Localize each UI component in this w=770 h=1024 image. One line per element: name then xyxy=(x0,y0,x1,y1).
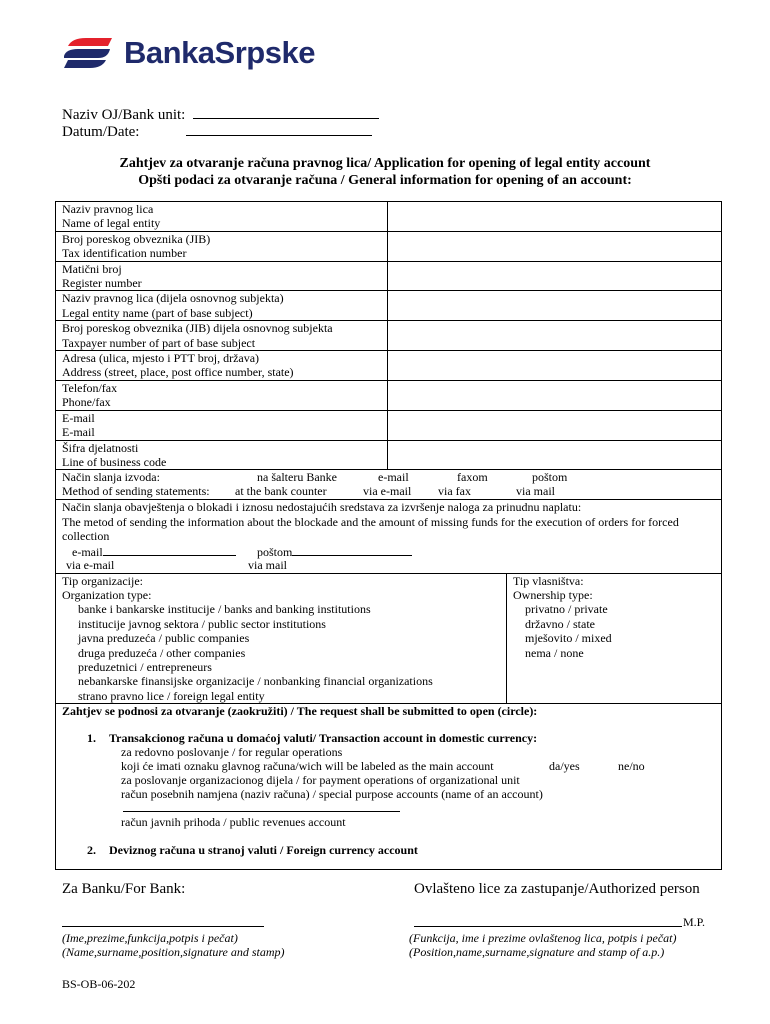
field-label-sr: E-mail xyxy=(62,410,95,425)
org-type-option[interactable]: banke i bankarske institucije / banks and banking institutions xyxy=(78,602,371,617)
field-row xyxy=(56,202,722,232)
field-label-en: Address (street, place, post office number, state) xyxy=(62,365,294,380)
request-heading: Zahtjev se podnosi za otvaranje (zaokružiti) / The request shall be submitted to open (circle): xyxy=(62,704,538,719)
field-value-input[interactable] xyxy=(388,440,722,470)
org-type-option[interactable]: institucije javnog sektora / public sector institutions xyxy=(78,616,326,631)
field-label-sr: Šifra djelatnosti xyxy=(62,440,139,455)
org-type-label-sr: Tip organizacije: xyxy=(62,573,143,588)
field-label-sr: Naziv pravnog lica (dijela osnovnog subjekta) xyxy=(62,291,284,306)
for-bank-label: Za Banku/For Bank: xyxy=(62,881,186,897)
org-type-option[interactable]: preduzetnici / entrepreneurs xyxy=(78,659,212,674)
account-form-table xyxy=(55,201,722,870)
field-label-sr: Broj poreskog obveznika (JIB) dijela osnovnog subjekta xyxy=(62,321,333,336)
authorized-signature-line[interactable] xyxy=(414,926,682,927)
logo-mark-icon xyxy=(62,36,114,70)
request-item1-public-revenue[interactable]: račun javnih prihoda / public revenues account xyxy=(121,814,346,829)
field-label-cell xyxy=(56,261,388,291)
field-label-en: Phone/fax xyxy=(62,395,111,410)
notification-opt-mail-en[interactable]: via mail xyxy=(248,557,287,572)
field-value-input[interactable] xyxy=(388,380,722,410)
field-label-cell xyxy=(56,291,388,321)
statement-opt-mail-sr[interactable]: poštom xyxy=(532,470,568,485)
notification-text-sr: Način slanja obavještenja o blokadi i iznosu nedostajućih sredstava za izvršenje naloga za prinudnu naplatu: xyxy=(62,500,582,515)
statement-method-row xyxy=(56,470,722,500)
field-label-cell xyxy=(56,380,388,410)
statement-opt-fax-sr[interactable]: faxom xyxy=(457,470,488,485)
field-row xyxy=(56,321,722,351)
field-label-sr: Telefon/fax xyxy=(62,380,118,395)
statement-opt-counter-sr[interactable]: na šalteru Banke xyxy=(257,470,337,485)
bank-logo xyxy=(62,35,315,71)
field-row xyxy=(56,231,722,261)
request-item1-number: 1. xyxy=(87,730,96,745)
notification-opt-email-en[interactable]: via e-mail xyxy=(66,557,115,572)
request-item2-number: 2. xyxy=(87,842,96,857)
ownership-option[interactable]: nema / none xyxy=(525,645,584,660)
logo-wordmark: BankaSrpske xyxy=(124,35,315,70)
field-label-en: Legal entity name (part of base subject) xyxy=(62,305,253,320)
field-row xyxy=(56,351,722,381)
main-account-yes[interactable]: da/yes xyxy=(549,758,580,773)
statement-opt-fax-en[interactable]: via fax xyxy=(438,484,471,499)
authorized-person-label: Ovlašteno lice za zastupanje/Authorized person xyxy=(414,881,700,897)
form-code: BS-OB-06-202 xyxy=(62,977,136,991)
field-row xyxy=(56,261,722,291)
request-item1-org-unit[interactable]: za poslovanje organizacionog dijela / for payment operations of organizational unit xyxy=(121,772,520,787)
field-label-cell xyxy=(56,321,388,351)
field-label-en: Register number xyxy=(62,276,142,291)
field-value-input[interactable] xyxy=(388,202,722,232)
field-row xyxy=(56,291,722,321)
request-item1-special-purpose[interactable]: račun posebnih namjena (naziv računa) / special purpose accounts (name of an account) xyxy=(121,786,543,801)
ownership-label-sr: Tip vlasništva: xyxy=(513,573,584,588)
statement-opt-email-sr[interactable]: e-mail xyxy=(378,470,409,485)
bank-signature-caption-sr: (Ime,prezime,funkcija,potpis i pečat) xyxy=(62,931,238,945)
field-label-cell xyxy=(56,440,388,470)
statement-label-en: Method of sending statements: xyxy=(62,484,210,499)
date-input[interactable] xyxy=(186,121,372,136)
field-value-input[interactable] xyxy=(388,410,722,440)
org-type-option[interactable]: strano pravno lice / foreign legal entity xyxy=(78,688,265,703)
request-item1-title[interactable]: Transakcionog računa u domaćoj valuti/ Transaction account in domestic currency: xyxy=(109,730,538,745)
org-type-option[interactable]: javna preduzeća / public companies xyxy=(78,631,250,646)
ownership-label-en: Ownership type: xyxy=(513,587,593,602)
field-label-sr: Adresa (ulica, mjesto i PTT broj, država) xyxy=(62,351,260,366)
special-purpose-name-input[interactable] xyxy=(123,799,400,812)
field-value-input[interactable] xyxy=(388,291,722,321)
request-row xyxy=(56,704,722,869)
form-title: Zahtjev za otvaranje računa pravnog lica/ Application for opening of legal entity account xyxy=(119,156,651,171)
org-type-label-en: Organization type: xyxy=(62,587,152,602)
notification-method-row xyxy=(56,500,722,573)
bank-unit-input[interactable] xyxy=(193,104,379,119)
main-account-no[interactable]: ne/no xyxy=(618,758,645,773)
request-item2-title[interactable]: Deviznog računa u stranoj valuti / Foreign currency account xyxy=(109,842,418,857)
field-label-en: Line of business code xyxy=(62,454,167,469)
field-label-cell xyxy=(56,410,388,440)
field-row xyxy=(56,440,722,470)
field-value-input[interactable] xyxy=(388,321,722,351)
statement-label-sr: Način slanja izvoda: xyxy=(62,470,160,485)
notification-text-en: The metod of sending the information about the blockade and the amount of missing funds for the execution of orders for forced collection xyxy=(62,514,679,544)
field-label-cell xyxy=(56,231,388,261)
ownership-option[interactable]: državno / state xyxy=(525,616,595,631)
org-type-option[interactable]: druga preduzeća / other companies xyxy=(78,645,246,660)
bank-signature-caption-en: (Name,surname,position,signature and stamp) xyxy=(62,945,285,959)
notification-opt-mail-sr[interactable]: poštom xyxy=(257,544,412,559)
date-label: Datum/Date: xyxy=(62,124,140,140)
statement-opt-counter-en[interactable]: at the bank counter xyxy=(235,484,327,499)
field-value-input[interactable] xyxy=(388,231,722,261)
bank-signature-line[interactable] xyxy=(62,926,264,927)
field-label-en: Taxpayer number of part of base subject xyxy=(62,335,256,350)
org-type-option[interactable]: nebankarske finansijske organizacije / nonbanking financial organizations xyxy=(78,674,433,689)
field-label-cell xyxy=(56,202,388,232)
bank-unit-label: Naziv OJ/Bank unit: xyxy=(62,107,186,123)
form-subtitle: Opšti podaci za otvaranje računa / General information for opening of an account: xyxy=(138,173,632,188)
ownership-cell xyxy=(507,574,721,704)
ownership-option[interactable]: mješovito / mixed xyxy=(525,631,612,646)
stamp-place-label: M.P. xyxy=(683,915,706,929)
request-item1-main-account: koji će imati oznaku glavnog računa/wich will be labeled as the main account xyxy=(121,758,494,773)
notification-opt-email-sr[interactable]: e-mail xyxy=(72,544,236,559)
field-label-cell xyxy=(56,351,388,381)
date-line xyxy=(62,121,372,141)
ownership-option[interactable]: privatno / private xyxy=(525,602,608,617)
type-row xyxy=(56,573,722,704)
field-label-en: E-mail xyxy=(62,425,95,440)
field-value-input[interactable] xyxy=(388,261,722,291)
org-type-cell xyxy=(56,574,507,704)
authorized-signature-caption-sr: (Funkcija, ime i prezime ovlaštenog lica, potpis i pečat) xyxy=(409,931,677,945)
field-value-input[interactable] xyxy=(388,351,722,381)
field-row xyxy=(56,410,722,440)
field-label-sr: Broj poreskog obveznika (JIB) xyxy=(62,231,211,246)
field-label-en: Name of legal entity xyxy=(62,216,161,231)
field-label-en: Tax identification number xyxy=(62,246,187,261)
authorized-signature-caption-en: (Position,name,surname,signature and stamp of a.p.) xyxy=(409,945,665,959)
statement-opt-email-en[interactable]: via e-mail xyxy=(363,484,412,499)
field-row xyxy=(56,380,722,410)
statement-opt-mail-en[interactable]: via mail xyxy=(516,484,555,499)
field-label-sr: Naziv pravnog lica xyxy=(62,202,154,216)
request-item1-regular[interactable]: za redovno poslovanje / for regular operations xyxy=(121,744,343,759)
field-label-sr: Matični broj xyxy=(62,261,122,276)
